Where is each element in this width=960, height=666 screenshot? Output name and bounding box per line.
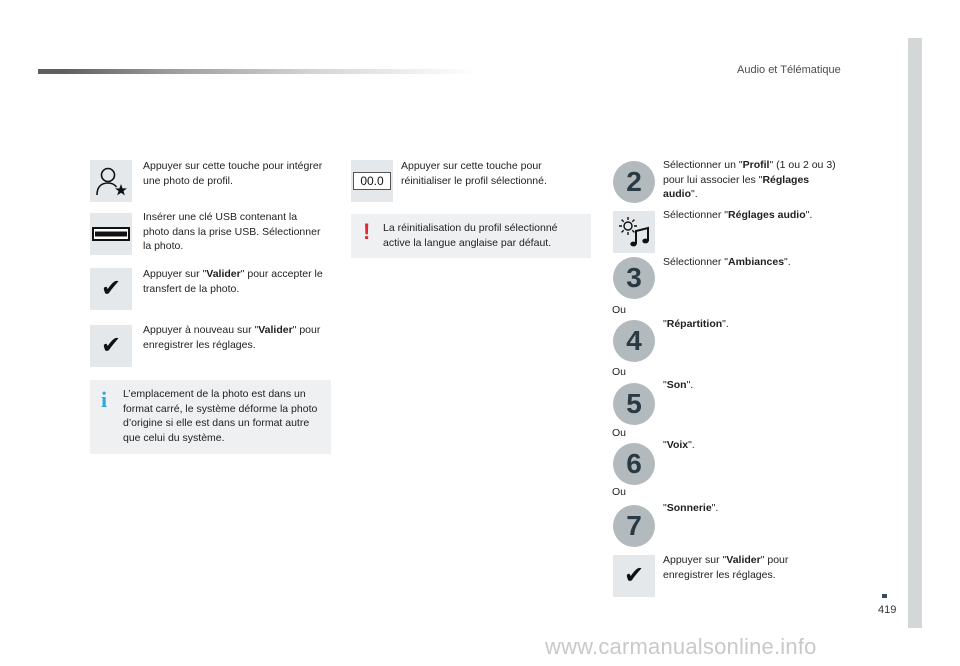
step-audio-settings-text: Sélectionner "Réglages audio". (663, 209, 813, 221)
reset-profile-button[interactable] (351, 160, 393, 202)
step-number-5: 5 (613, 383, 655, 425)
step-number-6: 6 (613, 443, 655, 485)
step-validate-transfer-text: Appuyer sur "Valider" pour accepter le transfert de la photo. (143, 268, 323, 295)
checkmark-icon: ✔ (623, 562, 645, 589)
step-number-2: 2 (613, 161, 655, 203)
step-sonnerie-text: "Sonnerie". (663, 502, 719, 514)
checkmark-icon: ✔ (100, 275, 122, 302)
step-number-7: 7 (613, 505, 655, 547)
or-label: Ou (612, 486, 627, 498)
or-label: Ou (612, 304, 627, 316)
step-usb-text: Insérer une clé USB contenant la photo dans la prise USB. Sélectionner la photo. (143, 211, 321, 252)
gear-music-icon (616, 214, 652, 250)
watermark: www.carmanualsonline.info (545, 634, 817, 659)
or-label: Ou (612, 427, 627, 439)
step-son-text: "Son". (663, 379, 694, 391)
usb-key-illustration (90, 213, 132, 255)
checkmark-icon: ✔ (100, 332, 122, 359)
validate-again-button[interactable] (90, 325, 132, 367)
validate-button[interactable] (90, 268, 132, 310)
validate-settings-button[interactable] (613, 555, 655, 597)
audio-settings-button[interactable] (613, 211, 655, 253)
info-icon: i (101, 387, 108, 412)
step-final-validate-text: Appuyer sur "Valider" pour enregistrer les réglages. (663, 554, 789, 581)
counter-display: 00.0 (353, 172, 391, 190)
page-sidebar-strip (908, 38, 922, 628)
step-voix-text: "Voix". (663, 439, 695, 451)
user-star-icon (93, 163, 129, 199)
section-title: Audio et Télématique (737, 64, 841, 76)
info-note-text: L’emplacement de la photo est dans un format carré, le système déforme la photo d’origine si elle est dans un format autre que celui du système. (123, 388, 318, 444)
step-number-3: 3 (613, 257, 655, 299)
step-select-profile-text: Sélectionner un "Profil" (1 ou 2 ou 3) pour lui associer les "Réglages audio". (663, 159, 836, 200)
warning-icon: ! (363, 219, 371, 244)
step-reset-text: Appuyer sur cette touche pour réinitialiser le profil sélectionné. (401, 160, 547, 187)
or-label: Ou (612, 366, 627, 378)
profile-photo-button[interactable] (90, 160, 132, 202)
step-photo-text: Appuyer sur cette touche pour intégrer une photo de profil. (143, 160, 323, 187)
warning-note-text: La réinitialisation du profil sélectionné active la langue anglaise par défaut. (383, 222, 558, 249)
page-number: 419 (878, 604, 897, 616)
step-number-4: 4 (613, 320, 655, 362)
header-gradient-bar (38, 69, 478, 74)
step-repartition-text: "Répartition". (663, 318, 729, 330)
usb-key-icon (92, 225, 130, 243)
step-ambiances-text: Sélectionner "Ambiances". (663, 256, 791, 268)
step-validate-save-text: Appuyer à nouveau sur "Valider" pour enregistrer les réglages. (143, 324, 321, 351)
page-marker (882, 594, 887, 598)
